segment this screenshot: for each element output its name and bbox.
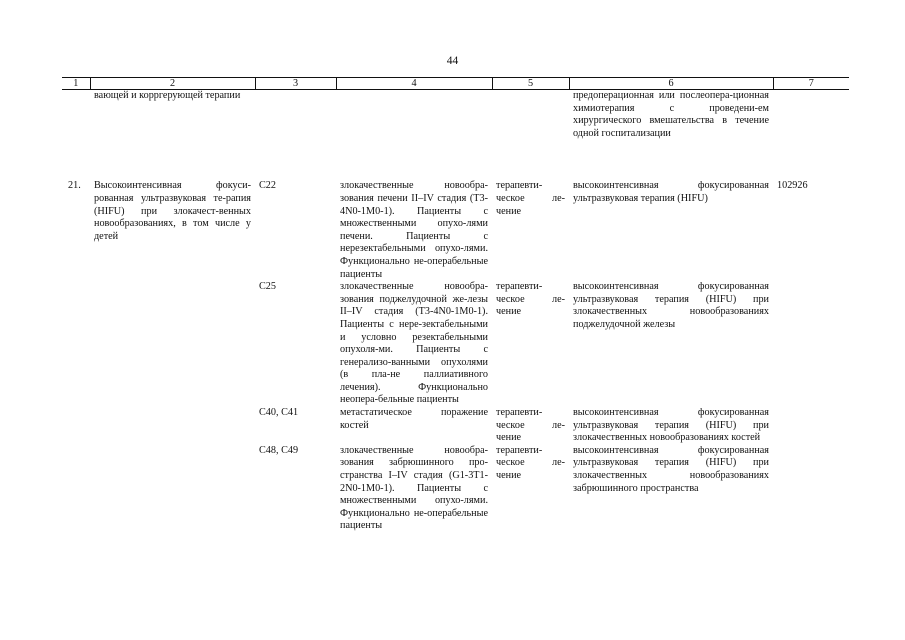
page-number: 44 (446, 55, 459, 67)
cell-treatment: терапевти-ческое ле-чение (496, 407, 565, 444)
column-header-3: 3 (255, 78, 336, 90)
cell-treatment: терапевти-ческое ле-чение (496, 180, 565, 217)
cell-code: C22 (259, 180, 276, 192)
cell-code: C40, C41 (259, 407, 299, 419)
cell-name: Высокоинтенсивная фокуси-рованная ультразвуковая те-рапия (HIFU) при злокачест-венных новообразованиях, в том числе у детей (94, 180, 251, 242)
cell-treatment: терапевти-ческое ле-чение (496, 281, 565, 318)
column-header-2: 2 (90, 78, 255, 90)
cell-model: метастатическое поражение костей (340, 407, 488, 431)
cell-number (62, 407, 90, 445)
table-row (62, 445, 849, 533)
cell-number: 21. (68, 180, 81, 192)
column-header-6: 6 (569, 78, 773, 90)
cell-name: вающей и корргерующей терапии (94, 90, 241, 101)
continuation-row (62, 90, 849, 141)
table-row (62, 180, 849, 281)
cell-model: злокачественные новообра-зования печени II–IV стадия (T3-4N0-1M0-1). Пациенты с множественными опухо-лями печени. Пациенты с нерезектабельными опухо-лями. Функционально не-операбельные пациенты (340, 180, 488, 280)
cell-treatment (492, 90, 569, 141)
spacer-row (62, 140, 849, 180)
cell-name (90, 281, 255, 407)
cell-method: высокоинтенсивная фокусированная ультразвуковая терапия (HIFU) (573, 180, 769, 204)
cell-method: высокоинтенсивная фокусированная ультразвуковая терапия (HIFU) при злокачественных новообразованиях поджелудочной железы (573, 281, 769, 330)
cell-model (336, 90, 492, 141)
cell-model: злокачественные новообра-зования забрюшинного про-странства I–IV стадия (G1-3T1-2N0-1M0-1). Пациенты с множественными опухо-лями. Функционально не-операбельные пациенты (340, 444, 488, 532)
cell-cost (773, 281, 849, 407)
cell-method: предоперационная или послеопера-ционная химиотерапия с проведени-ем хирургического вмешательства в течение одной госпитализации (573, 90, 769, 139)
column-header-7: 7 (773, 78, 849, 90)
cell-cost (773, 90, 849, 141)
cell-cost: 102926 (777, 180, 808, 192)
cell-model: злокачественные новообра-зования поджелудочной же-лезы II–IV стадия (T3-4N0-1M0-1). Пациенты с нере-зектабельными и условно резектабельными опухоля-ми. Пациенты с генерализо-ванными опухолями (в пла-не паллиативного лечения). Функционально неопера-бельные пациенты (340, 281, 488, 406)
cell-code: C48, C49 (259, 444, 299, 456)
cell-number (62, 281, 90, 407)
services-table (62, 77, 849, 533)
table-row (62, 407, 849, 445)
cell-number (62, 445, 90, 533)
cell-method: высокоинтенсивная фокусированная ультразвуковая терапия (HIFU) при злокачественных новообразованиях костей (573, 407, 769, 444)
column-header-5: 5 (492, 78, 569, 90)
cell-cost (773, 407, 849, 445)
column-header-4: 4 (336, 78, 492, 90)
cell-code: C25 (259, 281, 276, 293)
cell-name (90, 407, 255, 445)
column-header-1: 1 (62, 78, 90, 90)
cell-treatment: терапевти-ческое ле-чение (496, 444, 565, 482)
cell-code (255, 90, 336, 141)
cell-name (90, 445, 255, 533)
cell-cost (773, 445, 849, 533)
cell-method: высокоинтенсивная фокусированная ультразвуковая терапия (HIFU) при злокачественных новообразованиях забрюшинного пространства (573, 444, 769, 494)
table-row (62, 281, 849, 407)
column-number-row (62, 78, 849, 90)
cell-number (62, 90, 90, 141)
